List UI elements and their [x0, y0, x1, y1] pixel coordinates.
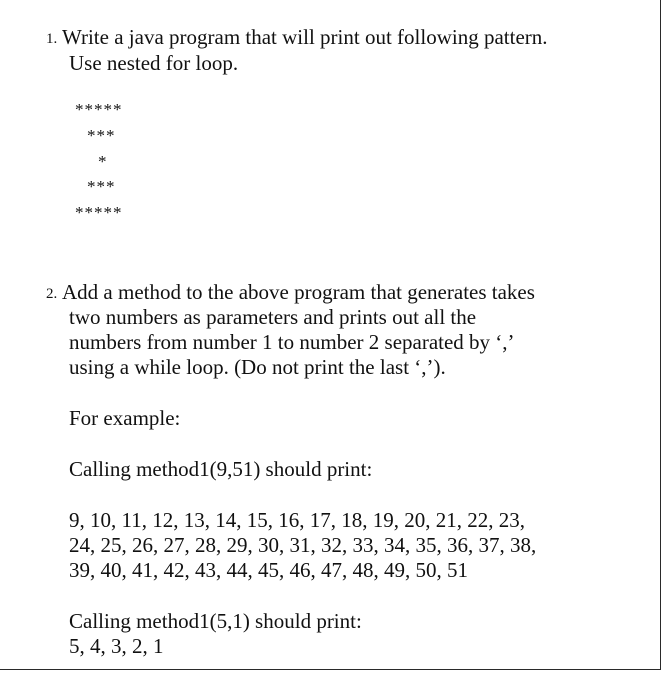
q1-line-1: Write a java program that will print out following pattern. — [62, 25, 548, 49]
q2-line-1: Add a method to the above program that generates takes — [62, 280, 535, 304]
pattern-row-5: ***** — [75, 203, 123, 222]
q2-number: 2. — [46, 286, 58, 302]
q2-line-4: using a while loop. (Do not print the last ‘,’). — [69, 355, 446, 379]
pattern-row-2: *** — [87, 126, 116, 145]
example1-output-line-3: 39, 40, 41, 42, 43, 44, 45, 46, 47, 48, 49, 50, 51 — [69, 558, 468, 582]
q1-number: 1. — [46, 31, 58, 47]
example1-output-line-1: 9, 10, 11, 12, 13, 14, 15, 16, 17, 18, 19, 20, 21, 22, 23, — [69, 508, 525, 532]
q1-line-2: Use nested for loop. — [69, 51, 239, 75]
example1-call: Calling method1(9,51) should print: — [69, 457, 373, 481]
q2-line-2: two numbers as parameters and prints out all the — [69, 305, 477, 329]
pattern-row-4: *** — [87, 177, 116, 196]
example-heading: For example: — [69, 406, 181, 430]
q2-line-3: numbers from number 1 to number 2 separated by ‘,’ — [69, 330, 515, 354]
example2-call: Calling method1(5,1) should print: — [69, 609, 362, 633]
example2-output: 5, 4, 3, 2, 1 — [69, 634, 164, 658]
pattern-row-1: ***** — [75, 100, 123, 119]
pattern-row-3: * — [98, 152, 108, 171]
example1-output-line-2: 24, 25, 26, 27, 28, 29, 30, 31, 32, 33, 34, 35, 36, 37, 38, — [69, 533, 537, 557]
